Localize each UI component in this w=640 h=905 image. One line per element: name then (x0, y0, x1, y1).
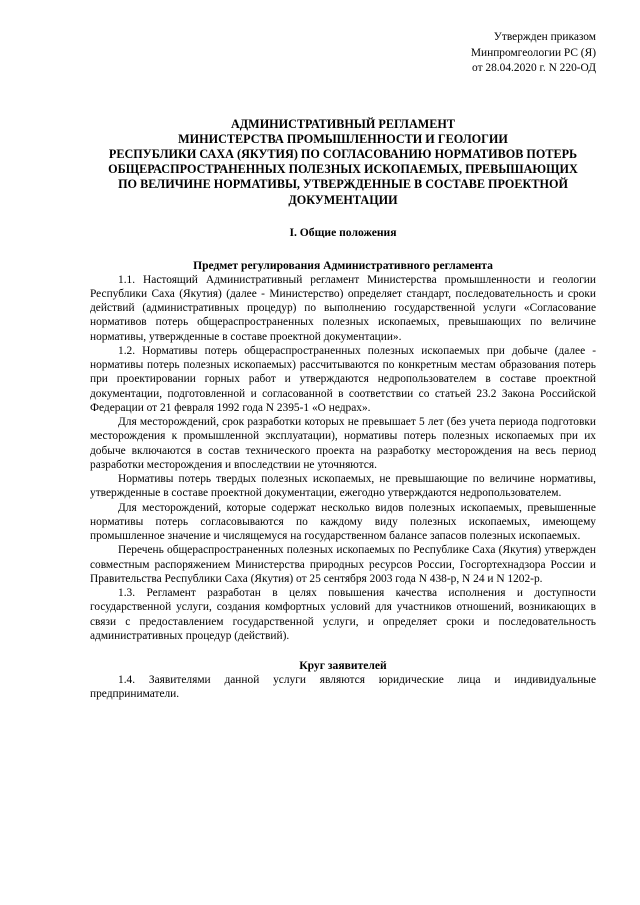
paragraph: Нормативы потерь твердых полезных ископаемых, не превышающие по величине нормативы, утвержденные в составе проектной документации, ежегодно утверждаются недропользователем. (90, 473, 596, 500)
title-line: АДМИНИСТРАТИВНЫЙ РЕГЛАМЕНТ (231, 116, 455, 131)
approval-line: Утвержден приказом (493, 31, 596, 43)
document-title (90, 117, 596, 208)
paragraph: Для месторождений, которые содержат несколько видов полезных ископаемых, превышенные нормативы потерь согласовываются по каждому виду полезных ископаемых, имеющему промышленное значение и числящемуся на государственном балансе запасов полезных ископаемых. (90, 501, 596, 543)
paragraph: 1.3. Регламент разработан в целях повышения качества исполнения и доступности государственной услуги, создания комфортных условий для участников отношений, возникающих в связи с предоставлением государственной услуги, и определяет сроки и последовательность административных процедур (действий). (90, 587, 596, 642)
section-body (90, 273, 596, 644)
section-heading: I. Общие положения (289, 225, 397, 239)
paragraph: Для месторождений, срок разработки которых не превышает 5 лет (без учета периода подготовки месторождения к промышленной эксплуатации), нормативы потерь полезных ископаемых при их добыче включаются в состав технического проекта на разработку месторождения на весь период разработки месторождения и впоследствии не уточняются. (90, 416, 596, 471)
approval-stamp (90, 30, 596, 77)
title-line: ДОКУМЕНТАЦИИ (288, 192, 398, 207)
paragraph: 1.4. Заявителями данной услуги являются юридические лица и индивидуальные предприниматели. (90, 674, 596, 701)
subsection-heading: Круг заявителей (299, 659, 387, 673)
title-line: МИНИСТЕРСТВА ПРОМЫШЛЕННОСТИ И ГЕОЛОГИИ (178, 131, 508, 146)
paragraph: 1.1. Настоящий Административный регламент Министерства промышленности и геологии Республики Саха (Якутия) (далее - Министерство) определяет стандарт, последовательность и сроки действий (административных процедур) по выполнению государственной услуги «Согласование нормативов потерь общераспространенных полезных ископаемых, превышающих по величине нормативы, утвержденные в составе проектной документации». (90, 273, 596, 343)
approval-line: Минпромгеологии РС (Я) (470, 46, 596, 59)
paragraph: Перечень общераспространенных полезных ископаемых по Республике Саха (Якутия) утвержден совместным распоряжением Министерства природных ресурсов России, Госгортехнадзора России и Правительства Республики Саха (Якутия) от 25 сентября 2003 года N 438-р, N 24 и N 1202-р. (90, 544, 596, 585)
title-line: ОБЩЕРАСПРОСТРАНЕННЫХ ПОЛЕЗНЫХ ИСКОПАЕМЫХ, ПРЕВЫШАЮЩИХ (108, 162, 578, 177)
section-body (90, 673, 596, 702)
title-line: РЕСПУБЛИКИ САХА (ЯКУТИЯ) ПО СОГЛАСОВАНИЮ НОРМАТИВОВ ПОТЕРЬ (108, 146, 578, 161)
approval-line: от 28.04.2020 г. N 220-ОД (472, 62, 596, 74)
subsection-heading: Предмет регулирования Административного регламента (193, 258, 493, 272)
paragraph: 1.2. Нормативы потерь общераспространенных полезных ископаемых при добыче (далее - нормативы потерь полезных ископаемых) рассчитываются по конкретным местам образования потерь при проектировании горных работ и утверждаются недропользователем в составе проектной документации, подготовленной и согласованной в соответствии со статьей 23.2 Закона Российской Федерации от 21 февраля 1992 года N 2395-1 «О недрах». (90, 344, 596, 414)
title-line: ПО ВЕЛИЧИНЕ НОРМАТИВЫ, УТВЕРЖДЕННЫЕ В СОСТАВЕ ПРОЕКТНОЙ (118, 177, 568, 192)
